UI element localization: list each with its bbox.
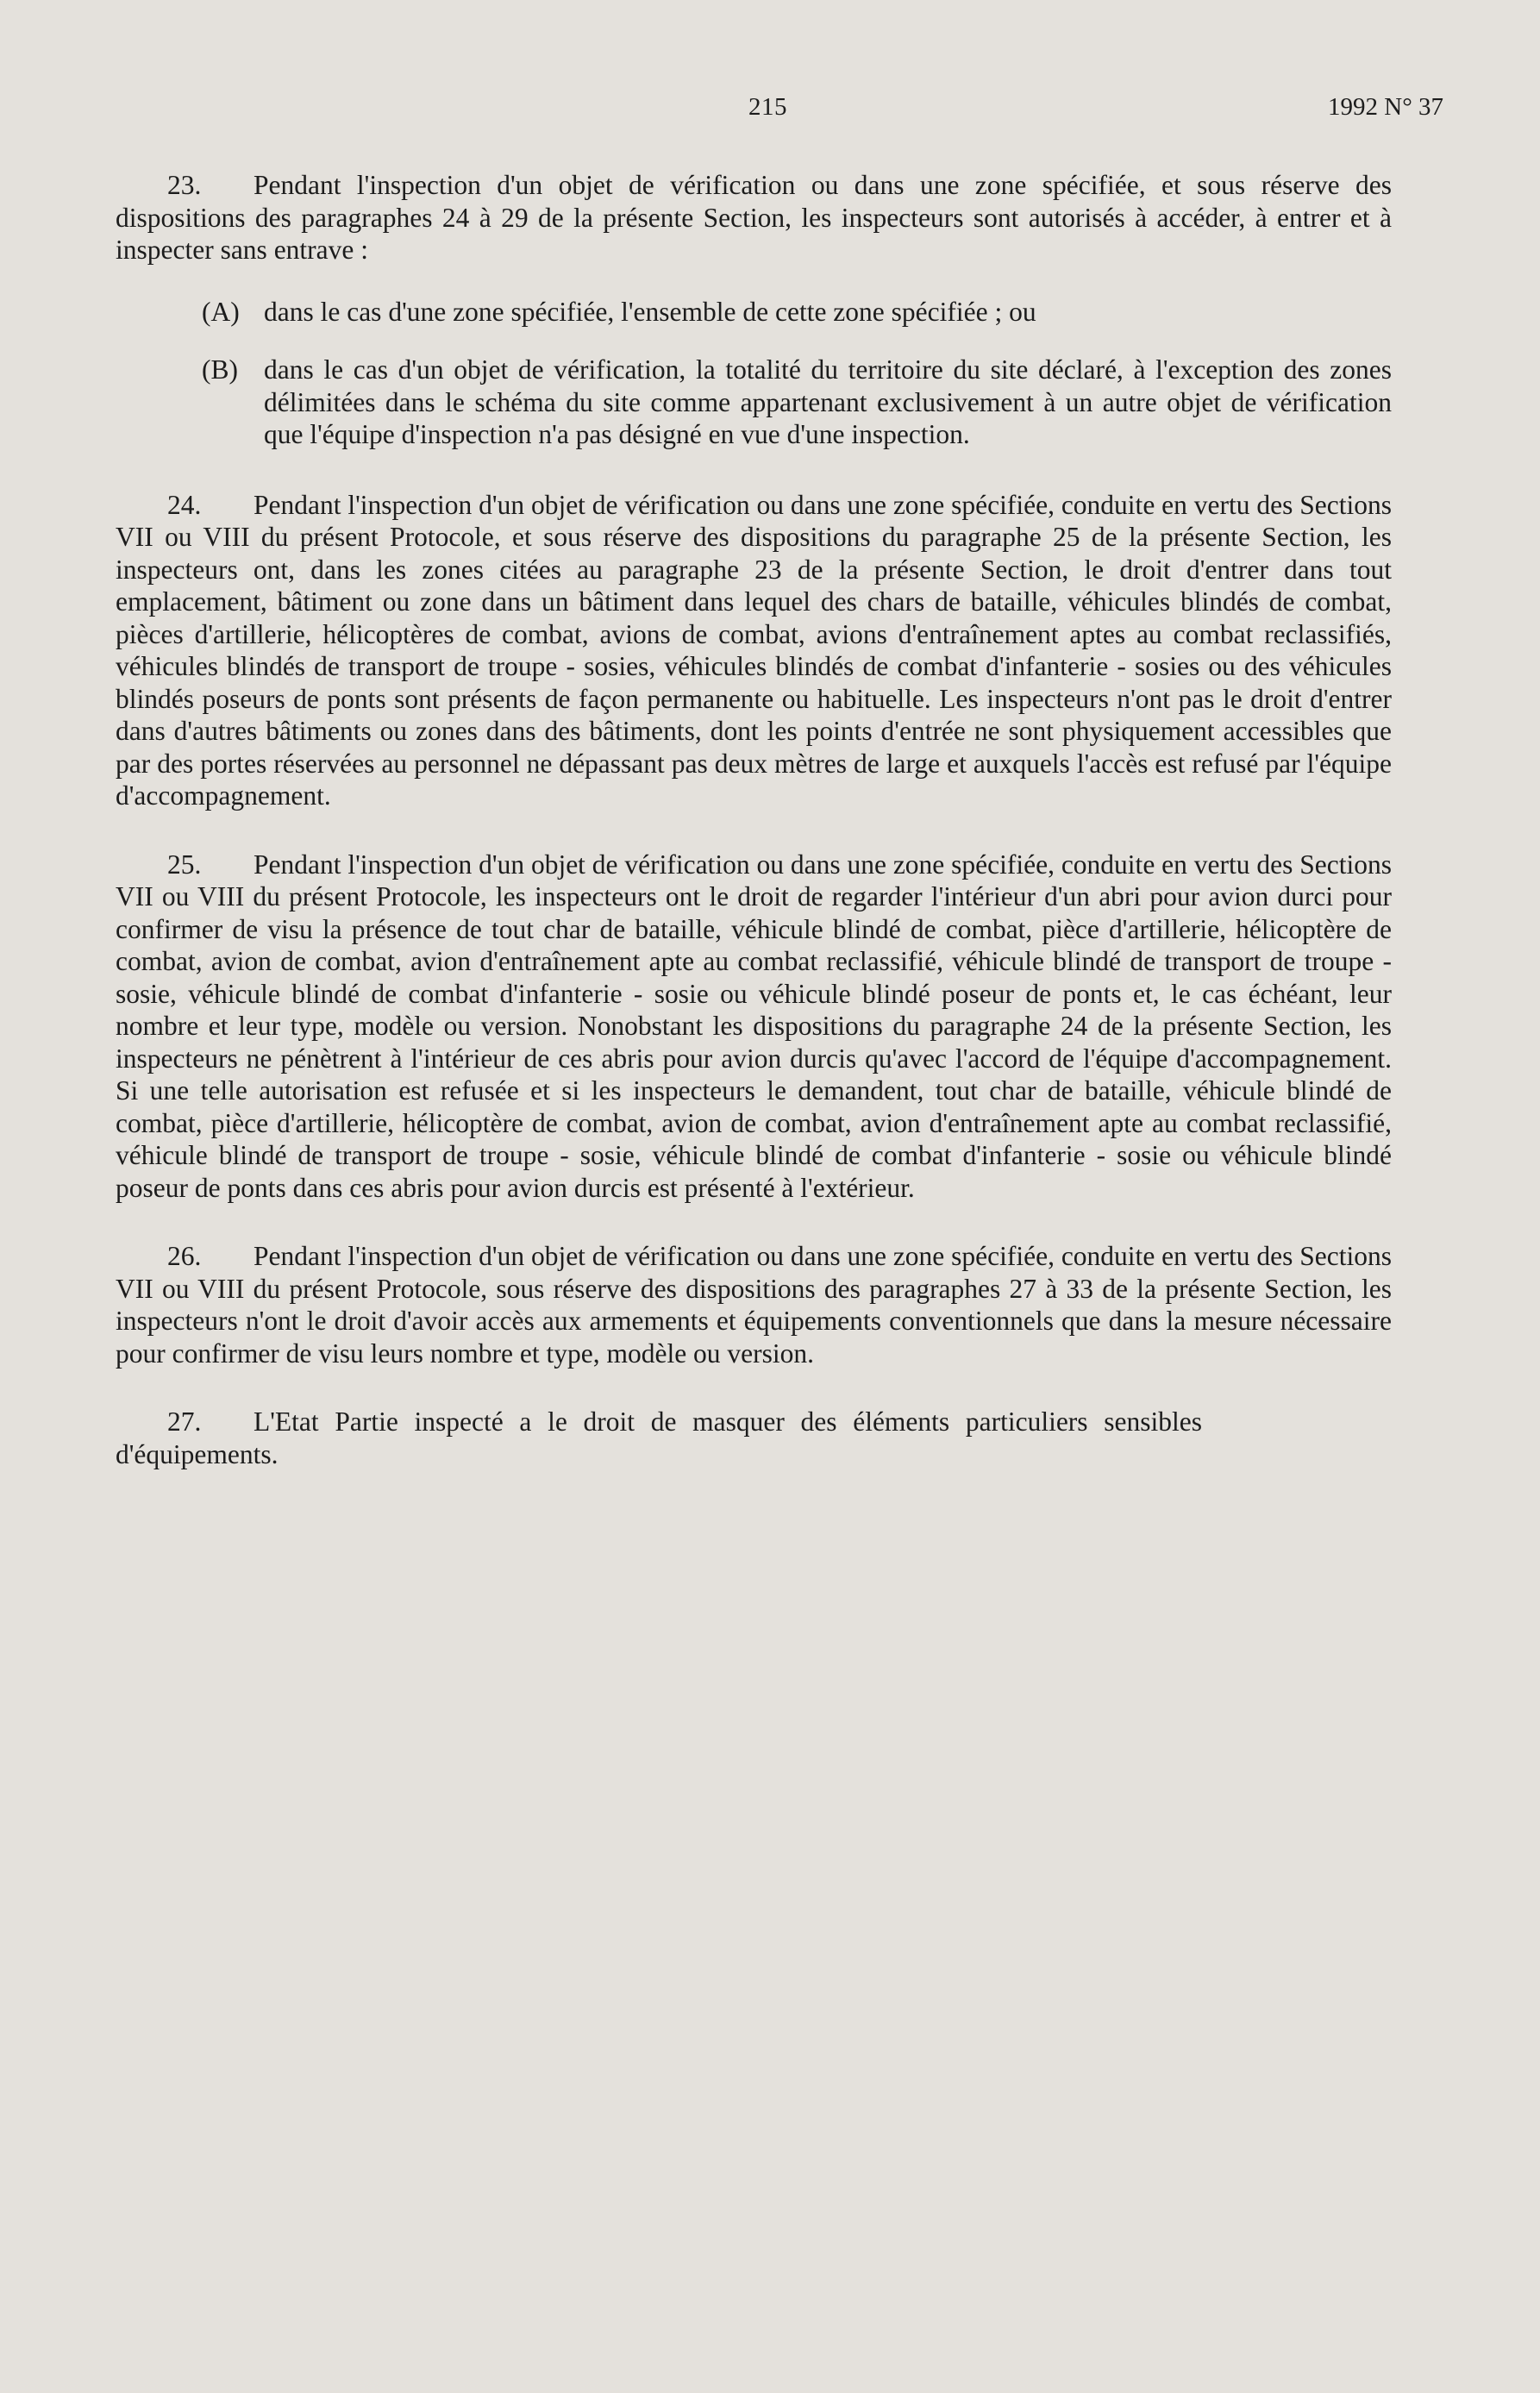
subitem-text: dans le cas d'un objet de vérification, la totalité du territoire du site déclaré, à l'exception des zones délimitées dans le schéma du site comme appartenant exclusivement à un autre objet de vérification que l'équipe d'inspection n'a pas désigné en vue d'une inspection. bbox=[264, 354, 1392, 449]
paragraph-24 bbox=[116, 489, 1392, 812]
paragraph-text: Pendant l'inspection d'un objet de vérification ou dans une zone spécifiée, conduite en vertu des Sections VII ou VIII du présent Protocole, et sous réserve des dispositions du paragraphe 25 de la présente Section, les inspecteurs ont, dans les zones citées au paragraphe 23 de la présente Section, le droit d'entrer dans tout emplacement, bâtiment ou zone dans un bâtiment dans lequel des chars de bataille, véhicules blindés de combat, pièces d'artillerie, hélicoptères de combat, avions de combat, avions d'entraînement aptes au combat reclassifiés, véhicules blindés de transport de troupe - sosies, véhicules blindés de combat d'infanterie - sosies ou des véhicules blindés poseurs de ponts sont présents de façon permanente ou habituelle. Les inspecteurs n'ont pas le droit d'entrer dans d'autres bâtiments ou zones dans des bâtiments, dont les points d'entrée ne sont physiquement accessibles que par des portes réservées au personnel ne dépassant pas deux mètres de large et auxquels l'accès est refusé par l'équipe d'accompagnement. bbox=[116, 489, 1392, 811]
paragraph-23 bbox=[116, 169, 1392, 266]
paragraph-25 bbox=[116, 849, 1392, 1205]
paragraph-number: 27. bbox=[167, 1406, 202, 1437]
paragraph-text: Pendant l'inspection d'un objet de vérification ou dans une zone spécifiée, conduite en vertu des Sections VII ou VIII du présent Protocole, sous réserve des dispositions des paragraphes 27 à 33 de la présente Section, les inspecteurs n'ont le droit d'avoir accès aux armements et équipements conventionnels que dans la mesure nécessaire pour confirmer de visu leurs nombre et type, modèle ou version. bbox=[116, 1241, 1392, 1369]
paragraph-number: 25. bbox=[167, 849, 202, 880]
paragraph-text: L'Etat Partie inspecté a le droit de masquer des éléments particuliers sensibles d'équipements. bbox=[116, 1406, 1202, 1469]
paragraph-text: Pendant l'inspection d'un objet de vérification ou dans une zone spécifiée, conduite en vertu des Sections VII ou VIII du présent Protocole, les inspecteurs ont le droit de regarder l'intérieur d'un abri pour avion durci pour confirmer de visu la présence de tout char de bataille, véhicule blindé de combat, pièce d'artillerie, hélicoptère de combat, avion de combat, avion d'entraînement apte au combat reclassifié, véhicule blindé de transport de troupe - sosie, véhicule blindé de combat d'infanterie - sosie ou véhicule blindé poseur de ponts et, le cas échéant, leur nombre et leur type, modèle ou version. Nonobstant les dispositions du paragraphe 24 de la présente Section, les inspecteurs ne pénètrent à l'intérieur de ces abris pour avion durcis qu'avec l'accord de l'équipe d'accompagnement. Si une telle autorisation est refusée et si les inspecteurs le demandent, tout char de bataille, véhicule blindé de combat, pièce d'artillerie, hélicoptère de combat, avion de combat, avion d'entraînement apte au combat reclassifié, véhicule blindé de transport de troupe - sosie, véhicule blindé de combat d'infanterie - sosie ou véhicule blindé poseur de ponts dans ces abris pour avion durcis est présenté à l'extérieur. bbox=[116, 849, 1392, 1203]
subitem-text: dans le cas d'une zone spécifiée, l'ensemble de cette zone spécifiée ; ou bbox=[264, 296, 1036, 327]
subitem-label: (B) bbox=[202, 354, 238, 385]
paragraph-number: 24. bbox=[167, 489, 202, 520]
page-number: 215 bbox=[748, 93, 787, 121]
paragraph-text: Pendant l'inspection d'un objet de vérification ou dans une zone spécifiée, et sous réserve des dispositions des paragraphes 24 à 29 de la présente Section, les inspecteurs sont autorisés à accéder, à entrer et à inspecter sans entrave : bbox=[116, 170, 1392, 265]
document-reference: 1992 N° 37 bbox=[1328, 93, 1444, 121]
paragraph-number: 23. bbox=[167, 170, 202, 200]
subitem-label: (A) bbox=[202, 296, 240, 327]
paragraph-number: 26. bbox=[167, 1241, 202, 1271]
document-body bbox=[116, 169, 1392, 1470]
subitem-a bbox=[116, 296, 1392, 329]
subitem-b bbox=[116, 354, 1392, 451]
paragraph-27 bbox=[116, 1406, 1202, 1470]
paragraph-26 bbox=[116, 1240, 1392, 1369]
